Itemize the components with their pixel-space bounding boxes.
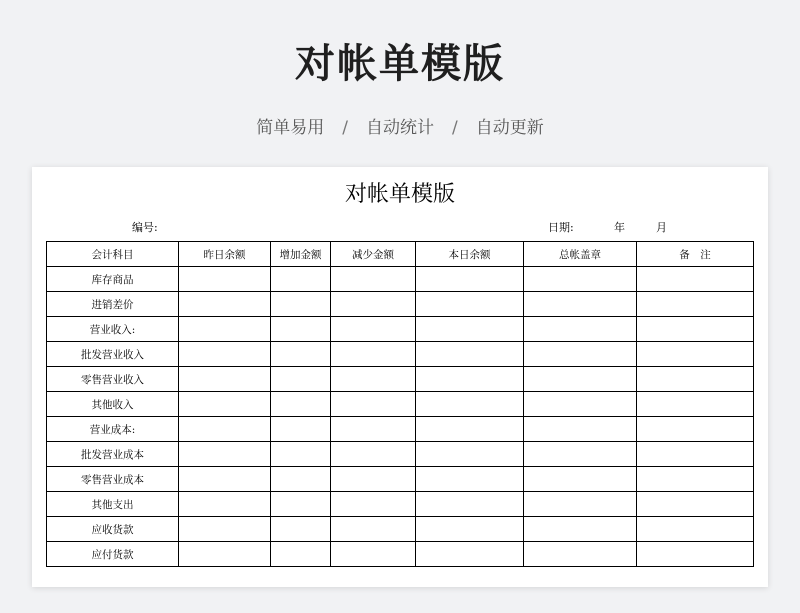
cell-ledger-seal[interactable] xyxy=(524,417,637,442)
cell-increase[interactable] xyxy=(271,517,331,542)
cell-ledger-seal[interactable] xyxy=(524,267,637,292)
cell-increase[interactable] xyxy=(271,342,331,367)
cell-account: 应收货款 xyxy=(47,517,179,542)
tag-separator: / xyxy=(342,118,348,138)
table-row xyxy=(47,342,754,367)
cell-increase[interactable] xyxy=(271,467,331,492)
cell-remarks[interactable] xyxy=(637,342,754,367)
cell-ledger-seal[interactable] xyxy=(524,517,637,542)
cell-decrease[interactable] xyxy=(331,492,416,517)
cell-account: 零售营业成本 xyxy=(47,467,179,492)
cell-decrease[interactable] xyxy=(331,442,416,467)
cell-prev-balance[interactable] xyxy=(179,542,271,567)
cell-remarks[interactable] xyxy=(637,442,754,467)
cell-prev-balance[interactable] xyxy=(179,342,271,367)
cell-prev-balance[interactable] xyxy=(179,467,271,492)
cell-remarks[interactable] xyxy=(637,367,754,392)
cell-account: 其他收入 xyxy=(47,392,179,417)
cell-increase[interactable] xyxy=(271,492,331,517)
cell-decrease[interactable] xyxy=(331,267,416,292)
tag-auto-update: 自动更新 xyxy=(475,118,544,138)
cell-ledger-seal[interactable] xyxy=(524,317,637,342)
header-decrease: 减少金额 xyxy=(331,242,416,267)
cell-today-balance[interactable] xyxy=(416,392,524,417)
cell-decrease[interactable] xyxy=(331,392,416,417)
cell-today-balance[interactable] xyxy=(416,417,524,442)
header-account: 会计科目 xyxy=(47,242,179,267)
cell-remarks[interactable] xyxy=(637,542,754,567)
cell-today-balance[interactable] xyxy=(416,342,524,367)
cell-remarks[interactable] xyxy=(637,317,754,342)
cell-today-balance[interactable] xyxy=(416,317,524,342)
cell-increase[interactable] xyxy=(271,442,331,467)
cell-remarks[interactable] xyxy=(637,267,754,292)
cell-ledger-seal[interactable] xyxy=(524,492,637,517)
sheet-title: 对帐单模版 xyxy=(344,182,455,207)
cell-prev-balance[interactable] xyxy=(179,267,271,292)
header-remarks: 备 注 xyxy=(637,242,754,267)
year-label: 年 xyxy=(614,221,625,234)
cell-decrease[interactable] xyxy=(331,367,416,392)
cell-today-balance[interactable] xyxy=(416,467,524,492)
cell-ledger-seal[interactable] xyxy=(524,292,637,317)
table-row xyxy=(47,267,754,292)
header-today-balance: 本日余额 xyxy=(416,242,524,267)
cell-today-balance[interactable] xyxy=(416,542,524,567)
cell-decrease[interactable] xyxy=(331,517,416,542)
cell-remarks[interactable] xyxy=(637,517,754,542)
table-row xyxy=(47,417,754,442)
cell-prev-balance[interactable] xyxy=(179,367,271,392)
header-prev-balance: 昨日余额 xyxy=(179,242,271,267)
cell-prev-balance[interactable] xyxy=(179,317,271,342)
cell-remarks[interactable] xyxy=(637,417,754,442)
cell-prev-balance[interactable] xyxy=(179,442,271,467)
cell-prev-balance[interactable] xyxy=(179,492,271,517)
cell-prev-balance[interactable] xyxy=(179,417,271,442)
table-row xyxy=(47,292,754,317)
cell-today-balance[interactable] xyxy=(416,367,524,392)
table-row xyxy=(47,442,754,467)
table-row xyxy=(47,367,754,392)
header-increase: 增加金额 xyxy=(271,242,331,267)
cell-increase[interactable] xyxy=(271,417,331,442)
cell-account: 零售营业收入 xyxy=(47,367,179,392)
cell-increase[interactable] xyxy=(271,317,331,342)
cell-ledger-seal[interactable] xyxy=(524,392,637,417)
tag-separator: / xyxy=(452,118,458,138)
cell-increase[interactable] xyxy=(271,367,331,392)
cell-prev-balance[interactable] xyxy=(179,292,271,317)
cell-increase[interactable] xyxy=(271,542,331,567)
cell-decrease[interactable] xyxy=(331,317,416,342)
cell-account: 批发营业收入 xyxy=(47,342,179,367)
cell-ledger-seal[interactable] xyxy=(524,342,637,367)
cell-ledger-seal[interactable] xyxy=(524,467,637,492)
table-header-row xyxy=(47,242,754,267)
table-row xyxy=(47,317,754,342)
header-ledger-seal: 总帐盖章 xyxy=(524,242,637,267)
cell-today-balance[interactable] xyxy=(416,267,524,292)
table-row xyxy=(47,492,754,517)
cell-account: 库存商品 xyxy=(47,267,179,292)
date-label: 日期: xyxy=(548,221,574,234)
cell-remarks[interactable] xyxy=(637,492,754,517)
cell-increase[interactable] xyxy=(271,392,331,417)
table-row xyxy=(47,392,754,417)
table-row xyxy=(47,467,754,492)
number-label: 编号: xyxy=(132,221,158,234)
cell-today-balance[interactable] xyxy=(416,442,524,467)
cell-prev-balance[interactable] xyxy=(179,392,271,417)
cell-today-balance[interactable] xyxy=(416,292,524,317)
cell-increase[interactable] xyxy=(271,267,331,292)
ledger-body xyxy=(47,267,754,567)
ledger-table xyxy=(46,241,754,567)
cell-decrease[interactable] xyxy=(331,417,416,442)
cell-ledger-seal[interactable] xyxy=(524,542,637,567)
cell-today-balance[interactable] xyxy=(416,517,524,542)
cell-account: 批发营业成本 xyxy=(47,442,179,467)
cell-increase[interactable] xyxy=(271,292,331,317)
cell-prev-balance[interactable] xyxy=(179,517,271,542)
page-title: 对帐单模版 xyxy=(295,41,505,87)
cell-account: 营业成本: xyxy=(47,417,179,442)
cell-decrease[interactable] xyxy=(331,467,416,492)
cell-today-balance[interactable] xyxy=(416,492,524,517)
table-row xyxy=(47,517,754,542)
cell-account: 营业收入: xyxy=(47,317,179,342)
statement-sheet xyxy=(32,167,768,587)
tagline xyxy=(0,113,800,138)
cell-decrease[interactable] xyxy=(331,342,416,367)
tag-auto-stats: 自动统计 xyxy=(366,118,434,138)
cell-remarks[interactable] xyxy=(637,392,754,417)
cell-ledger-seal[interactable] xyxy=(524,442,637,467)
cell-account: 进销差价 xyxy=(47,292,179,317)
tag-easy: 简单易用 xyxy=(256,118,325,138)
month-label: 月 xyxy=(656,221,667,234)
cell-remarks[interactable] xyxy=(637,292,754,317)
cell-decrease[interactable] xyxy=(331,292,416,317)
table-row xyxy=(47,542,754,567)
cell-remarks[interactable] xyxy=(637,467,754,492)
cell-account: 其他支出 xyxy=(47,492,179,517)
cell-account: 应付货款 xyxy=(47,542,179,567)
cell-decrease[interactable] xyxy=(331,542,416,567)
cell-ledger-seal[interactable] xyxy=(524,367,637,392)
